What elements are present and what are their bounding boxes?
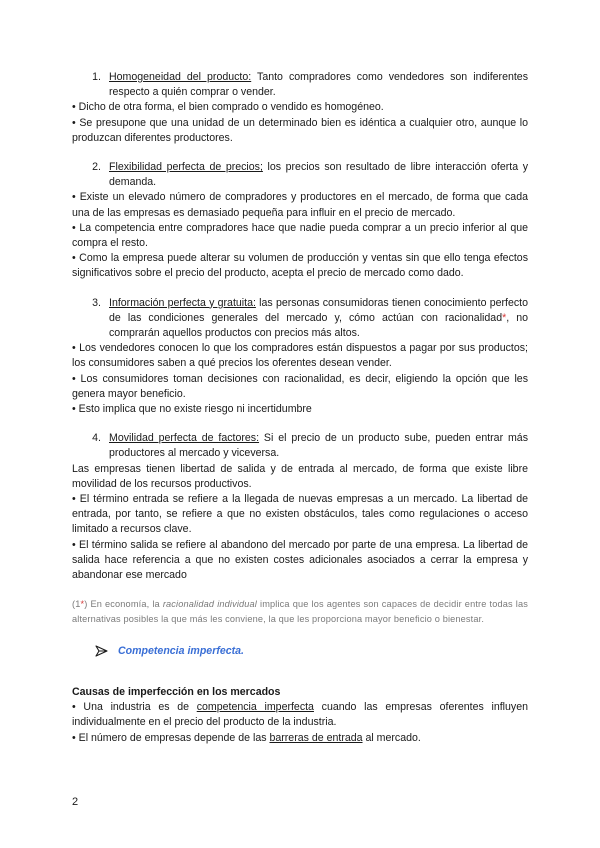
section-title: Flexibilidad perfecta de precios; xyxy=(109,161,263,174)
causes-paragraph-1: • Una industria es de competencia imperfecta cuando las empresas oferentes influyen individualmente en el precio del producto de la industria. xyxy=(72,701,528,729)
section-heading-text: Si el precio de un producto sube, pueden entrar más productores al mercado y viceversa. xyxy=(109,432,528,460)
bullet-paragraph: • Esto implica que no existe riesgo ni incertidumbre xyxy=(72,403,312,416)
section-heading-text: las personas consumidoras tienen conocimiento perfecto de las condiciones generales del mercado y, cómo actúan con racionalidad xyxy=(109,296,528,324)
section-3 xyxy=(72,296,528,418)
section-3-heading xyxy=(72,296,528,342)
section-heading-text: los precios son resultado de libre interacción oferta y demanda. xyxy=(109,161,528,189)
bullet-paragraph: • Se presupone que una unidad de un determinado bien es idéntica a cualquier otro, aunque lo produzcan diferentes productores. xyxy=(72,116,528,144)
section-4-heading xyxy=(72,431,528,461)
section-title: Movilidad perfecta de factores: xyxy=(109,432,260,445)
section-heading-text: Tanto compradores como vendedores son indiferentes respecto a quién comprar o vender. xyxy=(109,71,528,99)
bullet-paragraph: • Los consumidores toman decisiones con racionalidad, es decir, eligiendo la opción que les genera mayor beneficio. xyxy=(72,372,528,400)
section-2 xyxy=(72,160,528,282)
page-number: 2 xyxy=(72,796,79,808)
section-4 xyxy=(72,431,528,583)
section-title: Información perfecta y gratuita: xyxy=(109,296,256,309)
footnote-marker: * xyxy=(502,311,507,324)
term-barreras-de-entrada: barreras de entrada xyxy=(269,731,363,744)
bullet-paragraph: • Los vendedores conocen lo que los compradores están dispuestos a pagar por sus productos; los consumidores saben a qué precios los oferentes desean vender. xyxy=(72,342,528,370)
bullet-paragraph: • Dicho de otra forma, el bien comprado o vendido es homogéneo. xyxy=(72,101,384,114)
bullet-paragraph: • El término entrada se refiere a la llegada de nuevas empresas a un mercado. La libertad de entrada, por tanto, se refiere a que no existen obstáculos, tales como regulaciones o acceso limitado a recursos clave. xyxy=(72,493,528,536)
footnote-italic-term: racionalidad individual xyxy=(162,599,257,610)
footnote: (1*) En economía, la racionalidad individual implica que los agentes son capaces de decidir entre todas las alternativas posibles la que más les conviene, la que les proporciona mayor beneficio o bienestar. xyxy=(72,599,528,624)
list-number: 2. xyxy=(92,161,101,174)
bullet-paragraph: • Existe un elevado número de compradores y productores en el mercado, de forma que cada una de las empresas es demasiado pequeña para influir en el precio de mercado. xyxy=(72,191,528,219)
bullet-paragraph: Las empresas tienen libertad de salida y de entrada al mercado, de forma que existe libre movilidad de los recursos productivos. xyxy=(72,462,528,490)
bullet-paragraph: • El término salida se refiere al abandono del mercado por parte de una empresa. La libertad de salida hace referencia a que no existen costes adicionales asociados a cerrar la empresa y abandonar ese mercado xyxy=(72,538,528,582)
subsection-title: Competencia imperfecta. xyxy=(118,644,244,657)
list-number: 1. xyxy=(92,71,101,83)
bullet-paragraph: • Como la empresa puede alterar su volumen de producción y ventas sin que ello tenga efectos significativos sobre el precio del producto, acepta el precio de mercado como dado. xyxy=(72,252,528,280)
bullet-paragraph: • La competencia entre compradores hace que nadie pueda comprar a un precio inferior al que compra el resto. xyxy=(72,221,528,250)
footnote-marker: * xyxy=(80,599,85,610)
list-number: 3. xyxy=(92,296,101,309)
subsection-heading xyxy=(95,644,528,659)
section-1 xyxy=(72,70,528,146)
section-heading-tail: , no comprarán aquellos productos con precios más altos. xyxy=(109,311,529,340)
section-title: Homogeneidad del producto: xyxy=(109,71,252,83)
section-1-heading xyxy=(72,70,528,100)
term-competencia-imperfecta: competencia imperfecta xyxy=(196,701,314,714)
section-2-heading xyxy=(72,160,528,190)
document-body xyxy=(72,70,528,746)
causes-heading: Causas de imperfección en los mercados xyxy=(72,685,281,698)
list-number: 4. xyxy=(92,432,101,445)
arrow-bullet-icon xyxy=(95,645,108,657)
causes-paragraph-2: • El número de empresas depende de las barreras de entrada al mercado. xyxy=(72,731,421,744)
